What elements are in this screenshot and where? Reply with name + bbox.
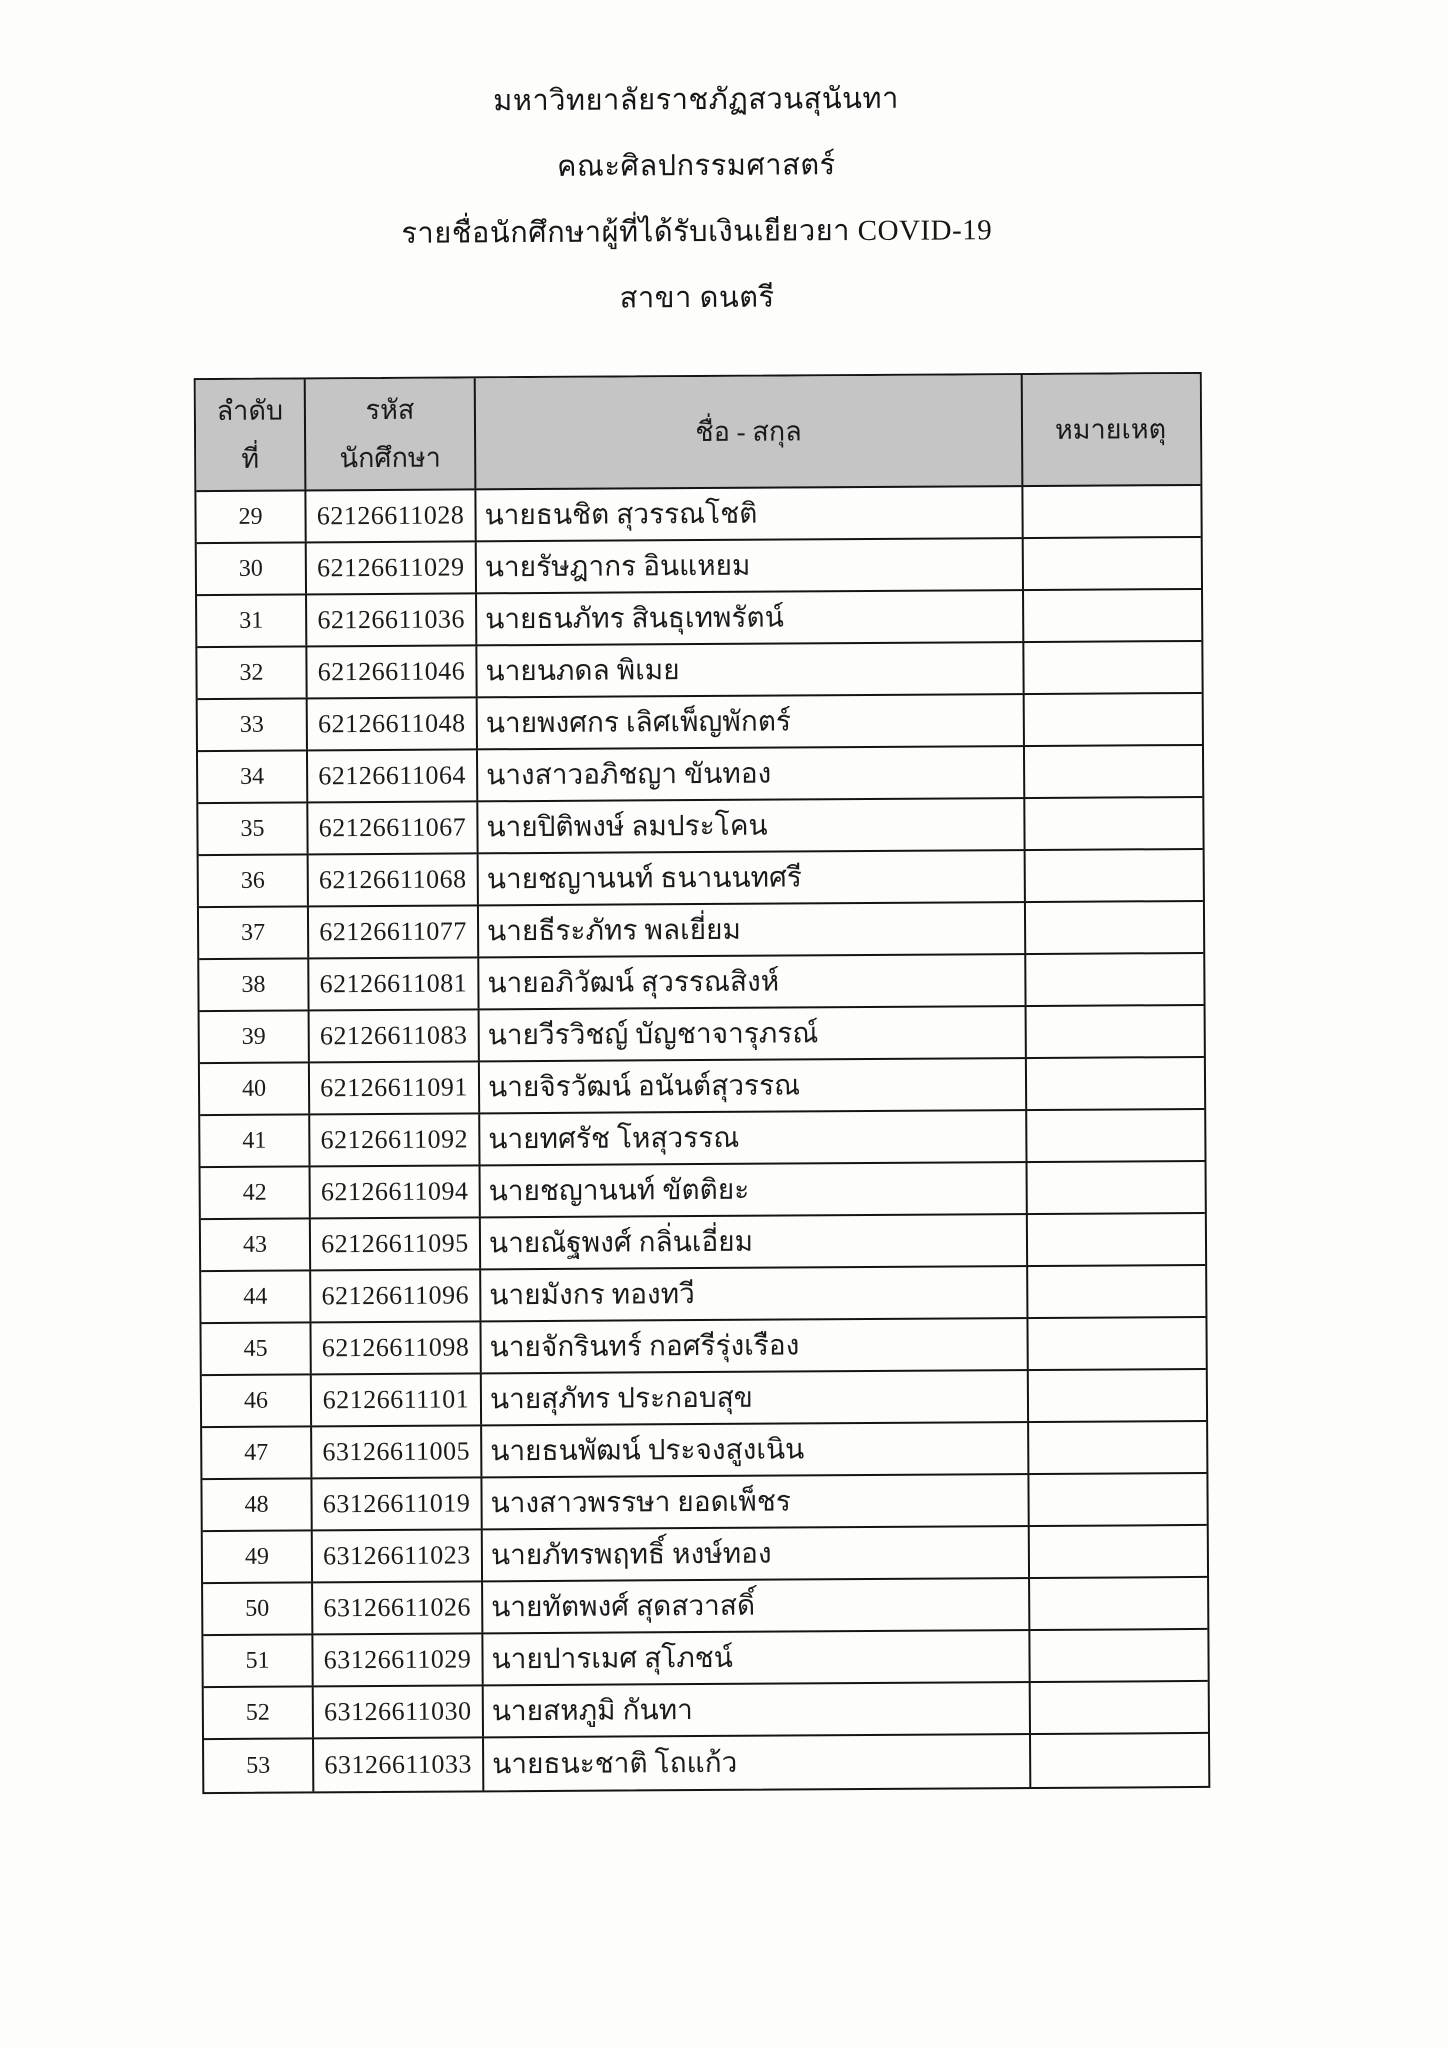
cell-remark xyxy=(1025,798,1200,849)
cell-student-id: 62126611077 xyxy=(309,906,479,957)
cell-remark xyxy=(1030,1578,1205,1629)
table-row xyxy=(197,642,1201,700)
table-row xyxy=(200,1058,1204,1116)
table-row xyxy=(199,902,1203,960)
cell-no: 38 xyxy=(199,959,309,1010)
cell-remark xyxy=(1029,1422,1204,1473)
cell-student-id: 62126611029 xyxy=(307,542,477,593)
cell-no: 33 xyxy=(198,699,308,750)
cell-remark xyxy=(1030,1526,1205,1577)
cell-name: นายวีรวิชญ์ บัญชาจารุภรณ์ xyxy=(480,1007,1027,1060)
cell-remark xyxy=(1027,1110,1202,1161)
cell-student-id: 62126611098 xyxy=(311,1322,481,1373)
cell-student-id: 62126611046 xyxy=(307,646,477,697)
cell-no: 31 xyxy=(197,595,307,646)
cell-name: นายชญานนท์ ขัตติยะ xyxy=(481,1163,1028,1216)
cell-name: นายนภดล พิเมย xyxy=(477,643,1024,696)
cell-student-id: 62126611068 xyxy=(309,854,479,905)
cell-name: นายธนพัฒน์ ประจงสูงเนิน xyxy=(482,1423,1029,1476)
table-row xyxy=(201,1162,1205,1220)
table-row xyxy=(202,1370,1206,1428)
table-row xyxy=(203,1526,1207,1584)
table-row xyxy=(199,850,1203,908)
cell-no: 29 xyxy=(196,491,306,542)
cell-remark xyxy=(1025,746,1200,797)
cell-no: 41 xyxy=(200,1115,310,1166)
cell-name: นายธนะชาติ โถแก้ว xyxy=(484,1735,1031,1790)
cell-remark xyxy=(1028,1266,1203,1317)
cell-student-id: 63126611019 xyxy=(312,1478,482,1529)
table-row xyxy=(198,798,1202,856)
table-row xyxy=(203,1578,1207,1636)
table-row xyxy=(199,954,1203,1012)
faculty-name: คณะศิลปกรรมศาสตร์ xyxy=(557,149,836,183)
table-row xyxy=(201,1318,1205,1376)
cell-student-id: 62126611028 xyxy=(306,490,476,541)
cell-remark xyxy=(1023,486,1198,537)
cell-remark xyxy=(1031,1734,1206,1787)
cell-name: นายอภิวัฒน์ สุวรรณสิงห์ xyxy=(479,955,1026,1008)
cell-remark xyxy=(1028,1162,1203,1213)
cell-student-id: 63126611033 xyxy=(314,1738,484,1791)
cell-name: นายณัฐพงศ์ กลิ่นเอี่ยม xyxy=(481,1215,1028,1268)
cell-name: นางสาวพรรษา ยอดเพ็ชร xyxy=(482,1475,1029,1528)
cell-name: นายปารเมศ สุโภชน์ xyxy=(483,1631,1030,1684)
cell-remark xyxy=(1024,642,1199,693)
cell-student-id: 63126611026 xyxy=(313,1582,483,1633)
cell-remark xyxy=(1025,694,1200,745)
university-name: มหาวิทยาลัยราชภัฏสวนสุนันทา xyxy=(493,82,899,118)
table-row xyxy=(201,1214,1205,1272)
table-row xyxy=(204,1734,1208,1792)
cell-remark xyxy=(1027,1058,1202,1109)
cell-student-id: 62126611091 xyxy=(310,1062,480,1113)
cell-no: 46 xyxy=(202,1375,312,1426)
cell-student-id: 62126611095 xyxy=(311,1218,481,1269)
cell-no: 50 xyxy=(203,1583,313,1634)
cell-no: 39 xyxy=(200,1011,310,1062)
table-row xyxy=(204,1682,1208,1740)
cell-student-id: 62126611036 xyxy=(307,594,477,645)
cell-no: 44 xyxy=(201,1271,311,1322)
cell-student-id: 62126611094 xyxy=(311,1166,481,1217)
table-row xyxy=(198,694,1202,752)
cell-name: นางสาวอภิชญา ขันทอง xyxy=(478,747,1025,800)
cell-remark xyxy=(1024,538,1199,589)
cell-student-id: 62126611096 xyxy=(311,1270,481,1321)
cell-remark xyxy=(1027,1006,1202,1057)
table-row xyxy=(197,590,1201,648)
cell-no: 30 xyxy=(197,543,307,594)
cell-remark xyxy=(1029,1370,1204,1421)
cell-name: นายทัตพงศ์ สุดสวาสดิ์ xyxy=(483,1579,1030,1632)
cell-no: 47 xyxy=(202,1427,312,1478)
cell-remark xyxy=(1026,902,1201,953)
cell-name: นายสุภัทร ประกอบสุข xyxy=(482,1371,1029,1424)
cell-remark xyxy=(1031,1682,1206,1733)
cell-student-id: 63126611030 xyxy=(314,1686,484,1737)
table-row xyxy=(197,538,1201,596)
cell-no: 34 xyxy=(198,751,308,802)
cell-name: นายปิติพงษ์ ลมประโคน xyxy=(478,799,1025,852)
cell-remark xyxy=(1026,954,1201,1005)
cell-name: นายธนชิต สุวรรณโชติ xyxy=(476,487,1023,540)
cell-name: นายธีระภัทร พลเยี่ยม xyxy=(479,903,1026,956)
cell-student-id: 62126611067 xyxy=(308,802,478,853)
cell-no: 45 xyxy=(201,1323,311,1374)
cell-name: นายธนภัทร สินธุเทพรัตน์ xyxy=(477,591,1024,644)
table-row xyxy=(200,1006,1204,1064)
table-row xyxy=(198,746,1202,804)
student-table xyxy=(194,372,1211,1794)
table-header-row xyxy=(196,374,1201,492)
cell-no: 36 xyxy=(199,855,309,906)
cell-no: 53 xyxy=(204,1739,314,1792)
cell-no: 52 xyxy=(204,1687,314,1738)
cell-name: นายรัษฎากร อินแหยม xyxy=(477,539,1024,592)
cell-name: นายพงศกร เลิศเพ็ญพักตร์ xyxy=(478,695,1025,748)
cell-remark xyxy=(1028,1318,1203,1369)
table-body xyxy=(196,486,1208,1792)
table-row xyxy=(196,486,1200,544)
cell-student-id: 62126611101 xyxy=(312,1374,482,1425)
cell-remark xyxy=(1030,1630,1205,1681)
cell-no: 42 xyxy=(201,1167,311,1218)
table-row xyxy=(202,1474,1206,1532)
cell-name: นายสหภูมิ กันทา xyxy=(484,1683,1031,1736)
cell-student-id: 62126611064 xyxy=(308,750,478,801)
cell-name: นายมังกร ทองทวี xyxy=(481,1267,1028,1320)
cell-student-id: 62126611092 xyxy=(310,1114,480,1165)
cell-student-id: 63126611023 xyxy=(313,1530,483,1581)
cell-name: นายชญานนท์ ธนานนทศรี xyxy=(479,851,1026,904)
cell-no: 43 xyxy=(201,1219,311,1270)
cell-student-id: 63126611029 xyxy=(313,1634,483,1685)
table-row xyxy=(200,1110,1204,1168)
cell-no: 37 xyxy=(199,907,309,958)
cell-name: นายจักรินทร์ กอศรีรุ่งเรือง xyxy=(481,1319,1028,1372)
column-header-student-id: รหัส นักศึกษา xyxy=(306,378,477,489)
table-row xyxy=(202,1422,1206,1480)
cell-remark xyxy=(1024,590,1199,641)
cell-remark xyxy=(1028,1214,1203,1265)
table-row xyxy=(201,1266,1205,1324)
cell-no: 48 xyxy=(202,1479,312,1530)
cell-name: นายจิรวัฒน์ อนันต์สุวรรณ xyxy=(480,1059,1027,1112)
table-row xyxy=(203,1630,1207,1688)
cell-no: 40 xyxy=(200,1063,310,1114)
cell-student-id: 62126611083 xyxy=(310,1010,480,1061)
cell-remark xyxy=(1029,1474,1204,1525)
cell-no: 51 xyxy=(203,1635,313,1686)
column-header-name: ชื่อ - สกุล xyxy=(476,375,1024,488)
column-header-no: ลำดับ ที่ xyxy=(196,379,307,490)
cell-name: นายภัทรพฤทธิ์ หงษ์ทอง xyxy=(483,1527,1030,1580)
document-title: รายชื่อนักศึกษาผู้ที่ได้รับเงินเยียวยา COVID-19 xyxy=(401,214,993,250)
column-header-remark: หมายเหตุ xyxy=(1054,414,1167,445)
cell-name: นายทศรัช โหสุวรรณ xyxy=(480,1111,1027,1164)
cell-no: 35 xyxy=(198,803,308,854)
cell-remark xyxy=(1026,850,1201,901)
cell-student-id: 62126611048 xyxy=(308,698,478,749)
program-name: สาขา ดนตรี xyxy=(619,281,775,315)
cell-student-id: 62126611081 xyxy=(309,958,479,1009)
cell-student-id: 63126611005 xyxy=(312,1426,482,1477)
cell-no: 32 xyxy=(197,647,307,698)
cell-no: 49 xyxy=(203,1531,313,1582)
document-header xyxy=(192,77,1202,347)
